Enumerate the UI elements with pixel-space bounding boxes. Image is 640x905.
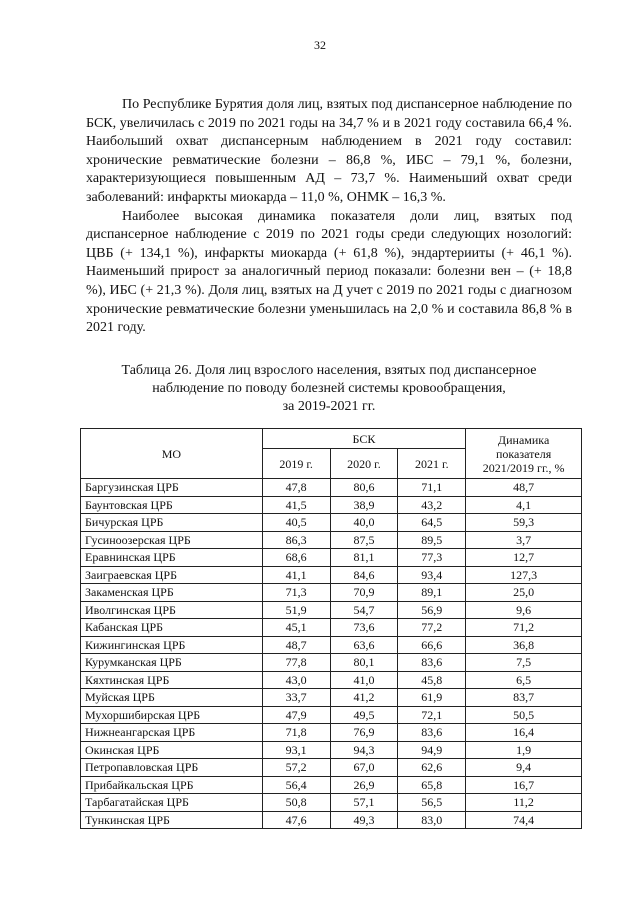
caption-line: наблюдение по поводу болезней системы кровообращения,: [152, 381, 506, 396]
cell-mo: Муйская ЦРБ: [81, 689, 263, 707]
cell-2019: 71,3: [262, 584, 330, 602]
cell-2020: 38,9: [330, 496, 398, 514]
table-row: [81, 724, 582, 742]
cell-2019: 57,2: [262, 759, 330, 777]
cell-2020: 41,0: [330, 671, 398, 689]
table-row: [81, 479, 582, 497]
cell-mo: Иволгинская ЦРБ: [81, 601, 263, 619]
table-row: [81, 601, 582, 619]
cell-dynamics: 25,0: [466, 584, 582, 602]
cell-2021: 77,2: [398, 619, 466, 637]
table-row: [81, 566, 582, 584]
cell-mo: Окинская ЦРБ: [81, 741, 263, 759]
cell-2019: 71,8: [262, 724, 330, 742]
cell-2021: 83,6: [398, 724, 466, 742]
caption-line: за 2019-2021 гг.: [282, 399, 376, 414]
cell-mo: Закаменская ЦРБ: [81, 584, 263, 602]
cell-2020: 70,9: [330, 584, 398, 602]
cell-2019: 43,0: [262, 671, 330, 689]
cell-mo: Бичурская ЦРБ: [81, 514, 263, 532]
cell-2021: 83,6: [398, 654, 466, 672]
body-text: [86, 96, 572, 338]
cell-2020: 76,9: [330, 724, 398, 742]
cell-2019: 45,1: [262, 619, 330, 637]
cell-dynamics: 48,7: [466, 479, 582, 497]
cell-mo: Курумканская ЦРБ: [81, 654, 263, 672]
table-row: [81, 671, 582, 689]
table-header-row: [81, 429, 582, 449]
cell-2021: 43,2: [398, 496, 466, 514]
table-row: [81, 636, 582, 654]
cell-2020: 80,6: [330, 479, 398, 497]
table-row: [81, 811, 582, 829]
cell-dynamics: 127,3: [466, 566, 582, 584]
cell-2020: 49,3: [330, 811, 398, 829]
cell-2019: 93,1: [262, 741, 330, 759]
cell-2019: 47,8: [262, 479, 330, 497]
cell-2019: 33,7: [262, 689, 330, 707]
table-row: [81, 654, 582, 672]
data-table: [80, 428, 582, 829]
cell-2020: 41,2: [330, 689, 398, 707]
table-row: [81, 531, 582, 549]
cell-2020: 94,3: [330, 741, 398, 759]
table-row: [81, 584, 582, 602]
cell-mo: Кяхтинская ЦРБ: [81, 671, 263, 689]
column-header-year: 2020 г.: [330, 449, 398, 479]
table-row: [81, 689, 582, 707]
cell-mo: Мухоршибирская ЦРБ: [81, 706, 263, 724]
cell-dynamics: 9,4: [466, 759, 582, 777]
cell-mo: Прибайкальская ЦРБ: [81, 776, 263, 794]
cell-2019: 77,8: [262, 654, 330, 672]
cell-2020: 87,5: [330, 531, 398, 549]
column-header-mo: МО: [81, 429, 263, 479]
cell-dynamics: 3,7: [466, 531, 582, 549]
cell-dynamics: 11,2: [466, 794, 582, 812]
cell-dynamics: 9,6: [466, 601, 582, 619]
table-row: [81, 514, 582, 532]
caption-line: Таблица 26. Доля лиц взрослого населения, взятых под диспансерное: [121, 363, 537, 378]
cell-2019: 47,9: [262, 706, 330, 724]
paragraph: По Республике Бурятия доля лиц, взятых под диспансерное наблюдение по БСК, увеличилась с 2019 по 2021 годы на 34,7 % и в 2021 году составила 66,4 %. Наибольший охват диспансерным наблюдением в 2021 году составил: хронические ревматические болезни – 86,8 %, ИБС – 79,1 %, болезни, характеризующиеся повышенным АД – 73,7 %. Наименьший охват среди заболеваний: инфаркты миокарда – 11,0 %, ОНМК – 16,3 %.: [86, 97, 572, 205]
cell-2019: 68,6: [262, 549, 330, 567]
cell-dynamics: 50,5: [466, 706, 582, 724]
table-body: [81, 479, 582, 829]
cell-2020: 40,0: [330, 514, 398, 532]
cell-2021: 56,5: [398, 794, 466, 812]
paragraph: Наиболее высокая динамика показателя доли лиц, взятых под диспансерное наблюдение с 2019 по 2021 годы среди следующих нозологий: ЦВБ (+ 134,1 %), инфаркты миокарда (+ 61,8 %), эндартерииты (+ 46,1 %). Наименьший прирост за аналогичный период показали: болезни вен – (+ 18,8 %), ИБС (+ 21,3 %). Доля лиц, взятых на Д учет с 2019 по 2021 годы с диагнозом хронические ревматические болезни уменьшилась на 2,0 % и составила 86,8 % в 2021 году.: [86, 208, 572, 336]
table-row: [81, 706, 582, 724]
cell-mo: Гусиноозерская ЦРБ: [81, 531, 263, 549]
cell-2019: 41,1: [262, 566, 330, 584]
cell-2019: 41,5: [262, 496, 330, 514]
cell-dynamics: 16,4: [466, 724, 582, 742]
cell-mo: Заиграевская ЦРБ: [81, 566, 263, 584]
cell-2019: 51,9: [262, 601, 330, 619]
cell-2021: 77,3: [398, 549, 466, 567]
column-header-bsk: БСК: [262, 429, 465, 449]
cell-2019: 50,8: [262, 794, 330, 812]
cell-dynamics: 7,5: [466, 654, 582, 672]
cell-2020: 80,1: [330, 654, 398, 672]
cell-2020: 73,6: [330, 619, 398, 637]
cell-2019: 40,5: [262, 514, 330, 532]
cell-2019: 47,6: [262, 811, 330, 829]
cell-mo: Кижингинская ЦРБ: [81, 636, 263, 654]
column-header-year: 2019 г.: [262, 449, 330, 479]
cell-dynamics: 6,5: [466, 671, 582, 689]
cell-2020: 57,1: [330, 794, 398, 812]
cell-mo: Кабанская ЦРБ: [81, 619, 263, 637]
table-caption: [86, 362, 572, 416]
cell-dynamics: 16,7: [466, 776, 582, 794]
cell-dynamics: 59,3: [466, 514, 582, 532]
cell-dynamics: 4,1: [466, 496, 582, 514]
cell-2020: 26,9: [330, 776, 398, 794]
cell-dynamics: 1,9: [466, 741, 582, 759]
cell-dynamics: 74,4: [466, 811, 582, 829]
cell-2021: 89,1: [398, 584, 466, 602]
cell-2020: 67,0: [330, 759, 398, 777]
cell-dynamics: 83,7: [466, 689, 582, 707]
cell-2021: 83,0: [398, 811, 466, 829]
column-header-dynamics: Динамика показателя 2021/2019 гг., %: [466, 429, 582, 479]
cell-mo: Баргузинская ЦРБ: [81, 479, 263, 497]
cell-2021: 72,1: [398, 706, 466, 724]
cell-2021: 61,9: [398, 689, 466, 707]
cell-2021: 45,8: [398, 671, 466, 689]
cell-mo: Нижнеангарская ЦРБ: [81, 724, 263, 742]
cell-mo: Тарбагатайская ЦРБ: [81, 794, 263, 812]
cell-2019: 86,3: [262, 531, 330, 549]
table-row: [81, 776, 582, 794]
cell-2021: 56,9: [398, 601, 466, 619]
cell-mo: Тункинская ЦРБ: [81, 811, 263, 829]
cell-2020: 81,1: [330, 549, 398, 567]
cell-dynamics: 12,7: [466, 549, 582, 567]
cell-2021: 89,5: [398, 531, 466, 549]
cell-dynamics: 36,8: [466, 636, 582, 654]
cell-2020: 84,6: [330, 566, 398, 584]
cell-dynamics: 71,2: [466, 619, 582, 637]
table-row: [81, 794, 582, 812]
cell-mo: Петропавловская ЦРБ: [81, 759, 263, 777]
cell-2021: 62,6: [398, 759, 466, 777]
cell-2021: 64,5: [398, 514, 466, 532]
table-row: [81, 759, 582, 777]
cell-2020: 63,6: [330, 636, 398, 654]
table-row: [81, 741, 582, 759]
cell-2021: 65,8: [398, 776, 466, 794]
cell-2021: 93,4: [398, 566, 466, 584]
column-header-year: 2021 г.: [398, 449, 466, 479]
cell-2021: 71,1: [398, 479, 466, 497]
table-row: [81, 549, 582, 567]
cell-2020: 49,5: [330, 706, 398, 724]
cell-2019: 56,4: [262, 776, 330, 794]
cell-mo: Еравнинская ЦРБ: [81, 549, 263, 567]
table-row: [81, 619, 582, 637]
cell-2021: 94,9: [398, 741, 466, 759]
table-row: [81, 496, 582, 514]
cell-2019: 48,7: [262, 636, 330, 654]
page-number: 32: [314, 38, 326, 52]
cell-2021: 66,6: [398, 636, 466, 654]
cell-2020: 54,7: [330, 601, 398, 619]
cell-mo: Баунтовская ЦРБ: [81, 496, 263, 514]
